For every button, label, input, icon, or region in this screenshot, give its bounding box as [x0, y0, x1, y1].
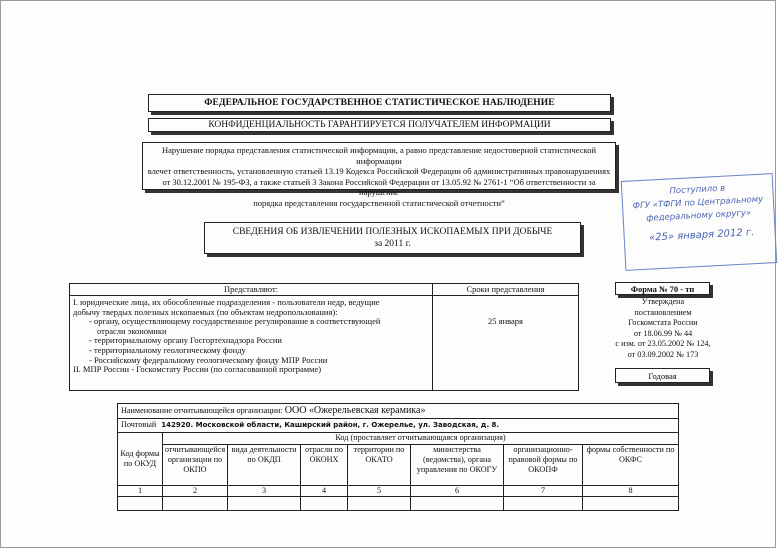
stamp-date: «25» января 2012 г. [648, 227, 755, 244]
form-number: Форма № 70 - тп [630, 283, 695, 294]
approval-line: Утверждена [641, 297, 685, 306]
frequency-label: Годовая [648, 370, 677, 381]
col-okfs: формы собственности по ОКФС [583, 445, 679, 486]
submitter-line: - территориальному органу Госгортехнадзора России [89, 335, 282, 346]
submitter-line: отрасли экономики [97, 325, 167, 336]
stamp-line-1: Поступило в [669, 183, 726, 197]
col-okpo: отчитывающейся организации по ОКПО [163, 445, 228, 486]
warning-line-3: от 30.12.2001 № 195-ФЗ, а также статьей 3 Закона Российской Федерации от 13.05.92 № 2761-1 “Об ответственности за нарушение [162, 176, 596, 197]
col-number: 2 [163, 486, 228, 497]
col-okonh: отрасли по ОКОНХ [301, 445, 348, 486]
submitters-list [70, 296, 433, 391]
submitter-line: - Российскому федеральному геологическому фонду МПР России [89, 354, 328, 365]
approval-line: постановлением [634, 307, 692, 317]
approval-note [593, 297, 733, 361]
okud-header: Код формы по ОКУД [118, 433, 163, 486]
col-okdp: вида деятельности по ОКДП [228, 445, 301, 486]
empty-cell [301, 497, 348, 511]
col-number: 3 [228, 486, 301, 497]
col-number: 5 [348, 486, 411, 497]
approval-line: Госкомстата России [628, 318, 698, 328]
col-okogu: министерства (ведомства), органа управления по ОКОГУ [411, 445, 504, 486]
org-address-label: Почтовый [121, 420, 157, 429]
org-address-row [118, 419, 679, 433]
col-okopf: организационно-правовой формы по ОКОПФ [504, 445, 583, 486]
stamp-line-2: ФГУ «ТФГИ по Центральному [632, 194, 764, 212]
empty-cell [348, 497, 411, 511]
approval-line: от 18.06.99 № 44 [633, 328, 693, 338]
survey-title-box [148, 94, 611, 112]
submitters-table [69, 283, 579, 391]
submitter-line: - органу, осуществляющему государственное регулирование в соответствующей [89, 316, 381, 327]
submitter-line: II. МПР России - Госкомстату России (по согласованной программе) [73, 364, 322, 375]
empty-cell [411, 497, 504, 511]
col-number: 7 [504, 486, 583, 497]
org-address-value: 142920. Московской области, Каширский район, г. Ожерелье, ул. Заводская, д. 8. [161, 421, 500, 429]
receipt-stamp [621, 173, 778, 271]
empty-cell [583, 497, 679, 511]
submitter-line: добычу твердых полезных ископаемых (по объектам недропользования): [73, 306, 338, 317]
report-title: СВЕДЕНИЯ ОБ ИЗВЛЕЧЕНИИ ПОЛЕЗНЫХ ИСКОПАЕМЫХ ПРИ ДОБЫЧЕ [232, 227, 553, 237]
form-number-box [615, 282, 710, 295]
confidentiality-box [148, 118, 611, 132]
approval-line: от 03.09.2002 № 173 [627, 349, 699, 359]
report-period: за 2011 г. [374, 239, 411, 249]
org-name-value: ООО «Ожерельевская керамика» [284, 405, 426, 416]
empty-cell [504, 497, 583, 511]
survey-title: ФЕДЕРАЛЬНОЕ ГОСУДАРСТВЕННОЕ СТАТИСТИЧЕСКОЕ НАБЛЮДЕНИЕ [204, 98, 555, 108]
approval-line: с изм. от 23.05.2002 № 124, [615, 339, 711, 349]
col-number: 8 [583, 486, 679, 497]
report-title-box [204, 222, 581, 254]
confidentiality-text: КОНФИДЕНЦИАЛЬНОСТЬ ГАРАНТИРУЕТСЯ ПОЛУЧАТЕЛЕМ ИНФОРМАЦИИ [208, 120, 551, 130]
warning-line-4: порядка представления государственной статистической отчетности” [253, 197, 505, 208]
col-number: 6 [411, 486, 504, 497]
org-name-row [118, 404, 679, 419]
liability-warning-box [142, 142, 616, 208]
empty-cell [228, 497, 301, 511]
frequency-box [615, 368, 710, 383]
col-number: 4 [301, 486, 348, 497]
empty-cell [163, 497, 228, 511]
col-okato: территории по ОКАТО [348, 445, 411, 486]
code-header: Код (проставляет отчитывающаяся организация) [163, 433, 679, 445]
col-number: 1 [118, 486, 163, 497]
org-name-label: Наименование отчитывающейся организации: [121, 406, 283, 415]
empty-cell [118, 497, 163, 511]
deadline-value: 25 января [433, 296, 579, 391]
organization-table [117, 403, 679, 511]
submitters-header: Представляют: [70, 284, 433, 296]
warning-line-1: Нарушение порядка представления статистической информации, а равно представление недостоверной статистической информации [161, 145, 597, 166]
submitter-line: - территориальному геологическому фонду [89, 344, 246, 355]
stamp-line-3: федеральному округу» [645, 208, 752, 224]
deadline-header: Сроки представления [433, 284, 579, 296]
warning-line-2: влечет ответственность, установленную статьей 13.19 Кодекса Российской Федерации об административных правонарушениях [147, 166, 611, 176]
submitter-line: I. юридические лица, их обособленные подразделения - пользователи недр, ведущие [73, 297, 380, 307]
